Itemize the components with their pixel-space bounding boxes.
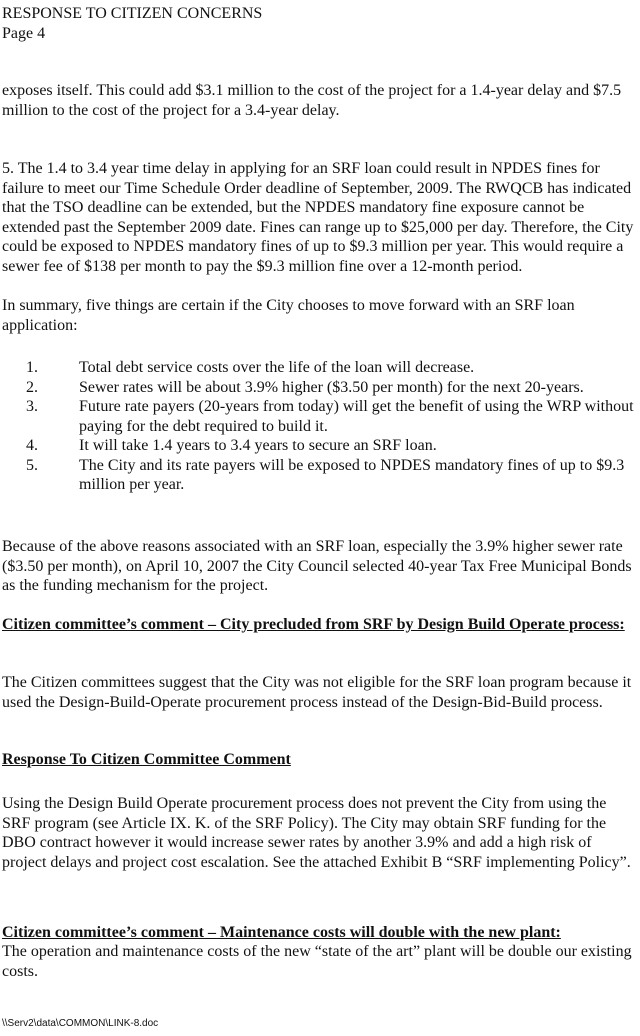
list-number: 1.: [26, 359, 38, 376]
list-item: [2, 456, 636, 495]
paragraph-citizen-suggestion: The Citizen committees suggest that the City was not eligible for the SRF loan program because it used the Design-Build-Operate procurement process instead of the Design-Bid-Build process.: [2, 674, 632, 711]
heading-response: Response To Citizen Committee Comment: [2, 751, 291, 768]
list-item: [2, 378, 636, 398]
page-header: [2, 4, 262, 44]
paragraph-summary-intro: In summary, five things are certain if the City chooses to move forward with an SRF loan application:: [2, 297, 575, 334]
list-number: 5.: [26, 456, 38, 474]
summary-list: [2, 358, 636, 495]
paragraph-npdes-fines: 5. The 1.4 to 3.4 year time delay in applying for an SRF loan could result in NPDES fines for failure to meet our Time Schedule Order deadline of September, 2009. The RWQCB has indicated that the TSO deadline can be extended, but the NPDES mandatory fine exposure cannot be extended past the September 2009 date. Fines can range up to $25,000 per day. Therefore, the City could be exposed to NPDES mandatory fines of up to $9.3 million per year. This would require a sewer fee of $138 per month to pay the $9.3 million fine over a 12-month period.: [2, 160, 634, 275]
paragraph-maintenance: The operation and maintenance costs of the new “state of the art” plant will be double our existing costs.: [2, 943, 632, 980]
list-item: [2, 436, 636, 456]
list-number: 2.: [26, 378, 38, 396]
heading-maintenance-costs: Citizen committee’s comment – Maintenance costs will double with the new plant:: [2, 924, 561, 941]
paragraph-dbo-response: Using the Design Build Operate procurement process does not prevent the City from using the SRF program (see Article IX. K. of the SRF Policy). The City may obtain SRF funding for the DBO contract however it would increase sewer rates by another 3.9% and add a high risk of project delays and project cost escalation. See the attached Exhibit B “SRF implementing Policy”.: [2, 795, 631, 871]
document-title: RESPONSE TO CITIZEN CONCERNS: [2, 5, 263, 22]
list-number: 3.: [26, 398, 38, 415]
list-text: Future rate payers (20-years from today) will get the benefit of using the WRP without paying for the debt required to build it.: [79, 398, 634, 435]
heading-srf-precluded: Citizen committee’s comment – City precluded from SRF by Design Build Operate process:: [2, 616, 625, 633]
list-text: It will take 1.4 years to 3.4 years to secure an SRF loan.: [79, 437, 437, 454]
page-number: Page 4: [2, 25, 46, 42]
paragraph-delay-cost: exposes itself. This could add $3.1 million to the cost of the project for a 1.4-year delay and $7.5 million to the cost of the project for a 3.4-year delay.: [2, 82, 622, 119]
list-text: Sewer rates will be about 3.9% higher ($3.50 per month) for the next 20-years.: [79, 378, 584, 396]
list-number: 4.: [26, 437, 38, 454]
list-text: The City and its rate payers will be exposed to NPDES mandatory fines of up to $9.3 million per year.: [79, 456, 625, 493]
file-path-footer: \\Serv2\data\COMMON\LINK-8.doc: [2, 1018, 159, 1029]
list-item: [2, 397, 636, 436]
list-text: Total debt service costs over the life of the loan will decrease.: [79, 359, 475, 376]
list-item: [2, 358, 636, 378]
paragraph-funding-decision: Because of the above reasons associated with an SRF loan, especially the 3.9% higher sewer rate ($3.50 per month), on April 10, 2007 the City Council selected 40-year Tax Free Municipal Bonds as the funding mechanism for the project.: [2, 538, 632, 594]
